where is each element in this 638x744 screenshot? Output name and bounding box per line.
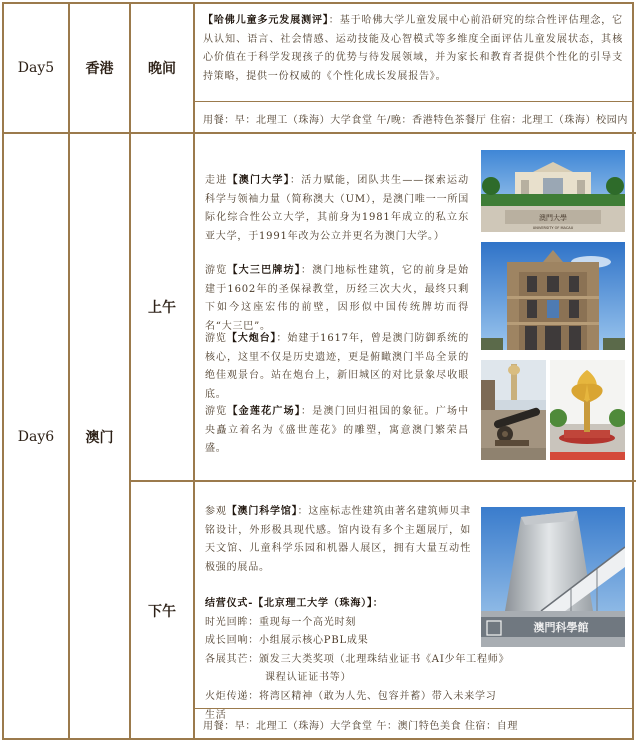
item-prefix: 游览 (205, 406, 228, 417)
lotus-square-paragraph (205, 403, 469, 459)
ruins-of-st-paul-photo (481, 242, 625, 350)
item-prefix: 参观 (205, 506, 227, 517)
day5-day-cell (4, 4, 68, 132)
item-description: ：活力赋能，团队共生——探索运动科学与领袖力量（简称澳大（UM），是澳门唯一一所国际化综合性公立大学，其前身为1981年成立的私立东亚大学，于1991年改为公立并更名为澳门大学。） (205, 175, 469, 242)
science-center-paragraph (205, 503, 471, 577)
item-title: 【大炮台】 (226, 333, 277, 344)
photo-sign-text: 澳門科學館 (533, 621, 589, 634)
day5-activity-text (203, 12, 623, 86)
ceremony-item: 火炬传递：将湾区精神（敢为人先、包容并蓄）带入未来学习生活 (205, 690, 497, 721)
day6-morning-period-cell (131, 134, 193, 480)
closing-ceremony-block (205, 595, 505, 725)
university-of-macau-photo (481, 150, 625, 232)
meals-divider (195, 101, 634, 102)
item-description: ：这座标志性建筑由著名建筑师贝聿铭设计，外形极具现代感。馆内设有多个主题展厅，如天文馆、儿童科学乐园和机器人展区，拥有大量互动性极强的展品。 (205, 506, 471, 573)
fortress-paragraph (205, 330, 469, 404)
day6-meals-text: 用餐：早：北理工（珠海）大学食堂 午：澳门特色美食 住宿：自理 (203, 721, 518, 732)
day6-city-cell (70, 134, 129, 740)
period-label: 下午 (148, 604, 176, 620)
activity-description: ：基于哈佛大学儿童发展中心前沿研究的综合性评估理念，它从认知、语言、社会情感、运动技能及心智模式等多维度全面评估儿童发展状态，其核心价值在于科学发现孩子的优势与待发展领域，并为家长和教育者提供个性化的引导支持策略，提供一份权威的《个性化成长发展报告》。 (203, 15, 623, 82)
period-label: 晚间 (148, 61, 176, 77)
city-label: 澳门 (85, 430, 114, 446)
ceremony-item: 成长回响：小组展示核心PBL成果 (205, 635, 369, 647)
ceremony-item: 时光回眸：重现每一个高光时刻 (205, 616, 357, 628)
day5-period-cell (131, 4, 193, 132)
item-prefix: 游览 (205, 333, 227, 344)
day-label: Day6 (17, 429, 55, 445)
ruins-paragraph (205, 262, 469, 336)
row-divider (129, 480, 636, 482)
item-title: 【金莲花广场】 (227, 406, 302, 417)
photo-sign-subtext: UNIVERSITY OF MACAU (532, 226, 574, 230)
macau-science-center-photo (481, 507, 625, 647)
photo-sign-text: 澳門大學 (539, 214, 567, 222)
day6-afternoon-period-cell (131, 482, 193, 740)
day-label: Day5 (17, 60, 55, 76)
day6-day-cell (4, 134, 68, 740)
item-prefix: 走进 (205, 175, 228, 186)
item-description: ：始建于1617年，曾是澳门防御系统的核心，这里不仅是历史遗迹，更是俯瞰澳门半岛全景的绝佳观景台。站在炮台上，新旧城区的对比景象尽收眼底。 (205, 333, 469, 400)
item-title: 【澳门大学】 (227, 175, 290, 186)
um-paragraph (205, 172, 469, 246)
ceremony-heading: 结营仪式-【北京理工大学（珠海）】： (205, 598, 384, 609)
item-description: ：澳门地标性建筑，它的前身是始建于1602年的圣保禄教堂，历经三次大火，最终只剩下如今这座宏伟的前壁，因形似中国传统牌坊而得名“大三巴”。 (205, 265, 469, 332)
city-label: 香港 (85, 61, 114, 77)
item-description: ：是澳门回归祖国的象征。广场中央矗立着名为《盛世莲花》的雕塑，寓意澳门繁荣昌盛。 (205, 406, 469, 455)
day5-meals-text: 用餐：早：北理工（珠海）大学食堂 午/晚：香港特色茶餐厅 住宿：北理工（珠海）校园内 (203, 115, 628, 126)
item-prefix: 游览 (205, 265, 228, 276)
activity-title: 【哈佛儿童多元发展测评】 (203, 15, 329, 26)
monte-fortress-photo (481, 360, 546, 460)
ceremony-item: 各展其芒：颁发三大类奖项（北理珠结业证书《AI少年工程师》课程认证证书等） (205, 653, 505, 684)
column-divider (193, 2, 195, 740)
item-title: 【澳门科学馆】 (226, 506, 298, 517)
day5-city-cell (70, 4, 129, 132)
period-label: 上午 (148, 300, 176, 316)
item-title: 【大三巴牌坊】 (227, 265, 302, 276)
golden-lotus-square-photo (550, 360, 625, 460)
